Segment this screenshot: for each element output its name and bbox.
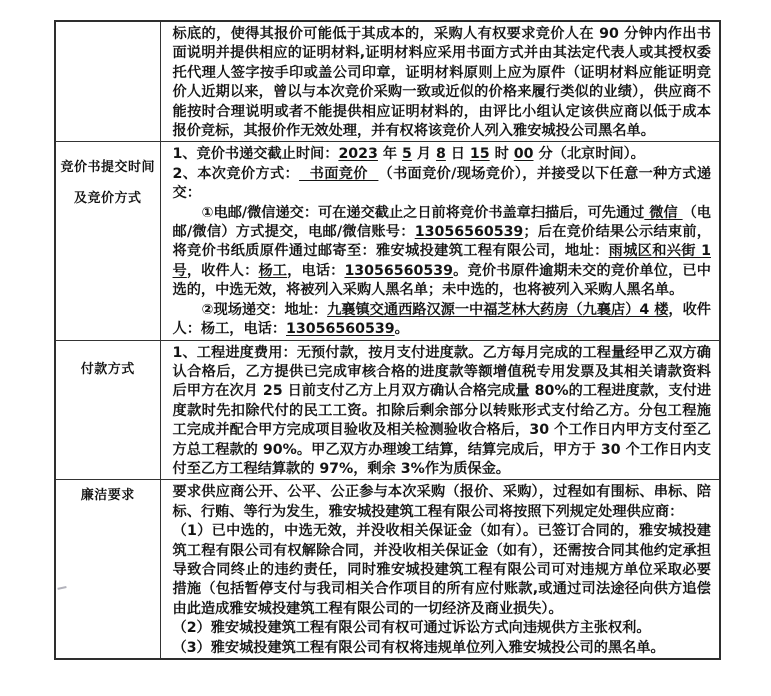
underlined-text: 13056560539	[286, 321, 395, 338]
underlined-text: 2023	[338, 146, 378, 163]
paragraph	[173, 344, 712, 480]
underlined-text: 13056560539	[414, 224, 524, 241]
paragraph	[173, 483, 712, 522]
table-row	[55, 480, 720, 659]
row-header-label	[56, 480, 160, 511]
paragraph	[173, 522, 712, 619]
row-label-line: 付款方式	[80, 361, 135, 377]
row-content-text	[161, 480, 720, 658]
underlined-text: 微信	[644, 204, 683, 221]
text: 分（北京时间）。	[533, 146, 645, 163]
row-content-text	[161, 341, 720, 480]
text: ；后在竞价结果公示结束前，将竞价书纸质原件通过邮寄至：雅安城投建筑工程有限公司，地址：	[172, 224, 711, 260]
text: ②现场递交：地址：	[201, 301, 328, 318]
text: 1、工程进度费用：无预付款，按月支付进度款。乙方每月完成的工程量经甲乙双方确认合格后，乙方提供已完成审核合格的进度款等额增值税专用发票及其相关请款资料后甲方在次月 25 日前支付乙方上月双方确认合格完成量 80%的工程进度款，支付进度款时先扣除代付的民工工资。扣除后剩余部分以转账形式支付给乙方。分包工程施工完成并配合甲方完成项目验收及相关检测验收合格后，30 个工作日内甲方支付至乙方总工程款的 90%。甲乙双方办理竣工结算，结算完成后，甲方于 30 个工作日内支付至乙方工程结算款的 97%，剩余 3%作为质保金。	[172, 344, 711, 477]
table-row	[55, 340, 720, 480]
row-header-payment	[55, 340, 160, 480]
text: ，电话：	[287, 262, 345, 279]
underlined-text: 九襄镇交通西路汉源一中福芝林大药房（九襄店）4 楼	[327, 301, 669, 318]
underlined-text: 8	[435, 146, 446, 163]
underlined-text: 13056560539	[344, 262, 454, 279]
row-content-integrity	[160, 480, 720, 659]
row-header-empty	[55, 21, 160, 142]
procurement-notice-table	[54, 20, 721, 660]
underlined-text: 00	[513, 146, 534, 163]
text: （2）雅安城投建筑工程有限公司有权可通过诉讼方式向违规供方主张权利。	[172, 620, 651, 637]
row-label-line: 及竞价方式	[73, 191, 142, 207]
row-header-label	[56, 341, 160, 385]
table-row	[55, 21, 720, 142]
row-content-submission	[160, 142, 720, 340]
paragraph	[173, 619, 712, 638]
row-content-continuation	[160, 21, 720, 142]
text: （3）雅安城投建筑工程有限公司有权将违规单位列入雅安城投公司的黑名单。	[172, 639, 665, 656]
text: 要求供应商公开、公平、公正参与本次采购（报价、采购），过程如有围标、串标、陪标、行贿、等行为发生，雅安城投建筑工程有限公司将按照下列规定处理供应商：	[172, 484, 711, 520]
text: ，收件人：杨工，电话：	[172, 301, 711, 338]
row-header-label	[56, 142, 160, 214]
underlined-text: 15	[469, 146, 490, 163]
row-header-label	[56, 22, 160, 32]
text: 日	[445, 146, 470, 163]
text: 。	[394, 321, 409, 338]
paragraph	[173, 301, 712, 340]
text: （电邮/微信）方式提交，电邮/微信账号：	[172, 204, 711, 241]
text: 1、竞价书递交截止时间：	[172, 146, 339, 163]
row-content-text	[161, 22, 720, 141]
text: 2、本次竞价方式：	[172, 165, 300, 182]
paragraph	[173, 165, 712, 204]
paragraph	[173, 145, 712, 164]
row-header-submission	[55, 142, 160, 340]
row-content-text	[161, 142, 720, 339]
text: ，收件人：	[186, 262, 259, 279]
row-content-payment	[160, 340, 720, 480]
row-header-integrity	[55, 480, 160, 659]
text: （书面竞价/现场竞价），并接受以下任意一种方式递交：	[172, 165, 712, 202]
text: 年	[377, 146, 403, 163]
text: 月	[411, 146, 436, 163]
table-row	[55, 142, 720, 340]
row-label-line: 廉洁要求	[80, 488, 135, 504]
text: （1）已中选的，中选无效，并没收相关保证金（如有）。已签订合同的，雅安城投建筑工程有限公司有权解除合同，并没收相关保证金（如有），还需按合同其他约定承担导致合同终止的违约责任，同时雅安城投建筑工程有限公司可对违规方单位采取必要措施（包括暂停支付与我司相关合作项目的所有应付账款,或通过司法途径向供方追偿由此造成雅安城投建筑工程有限公司的一切经济及商业损失）。	[172, 523, 711, 617]
text: ①电邮/微信递交：可在递交截止之日前将竞价书盖章扫描后，可先通过	[201, 204, 645, 221]
underlined-text: 杨工	[258, 262, 288, 279]
text: 标底的，使得其报价可能低于其成本的，采购人有权要求竞价人在 90 分钟内作出书面说明并提供相应的证明材料,证明材料应采用书面方式并由其法定代表人或其授权委托代理人签字按手印或盖公司印章，证明材料原则上应为原件（证明材料应能证明竞价人近期以来，曾以与本次竞价采购一致或近似的价格来履行类似的业绩），供应商不能按时合理说明或者不能提供相应证明材料的，由评比小组认定该供应商以低于成本报价竞标，其报价作无效处理，并有权将该竞价人列入雅安城投公司黑名单。	[172, 26, 711, 140]
underlined-text: 雨城区和兴街 1 号	[172, 243, 711, 279]
underlined-text: 5	[402, 146, 412, 163]
paragraph	[173, 204, 712, 301]
text: 。竞价书原件逾期未交的竞价单位，已中选的，中选无效，将被列入采购人黑名单；未中选的，也将被列入采购人黑名单。	[172, 262, 711, 299]
underlined-text: 书面竞价	[299, 165, 379, 182]
row-label-line: 竞价书提交时间	[60, 160, 155, 176]
paragraph	[173, 25, 712, 141]
text: 时	[489, 146, 514, 163]
paragraph	[173, 639, 712, 658]
